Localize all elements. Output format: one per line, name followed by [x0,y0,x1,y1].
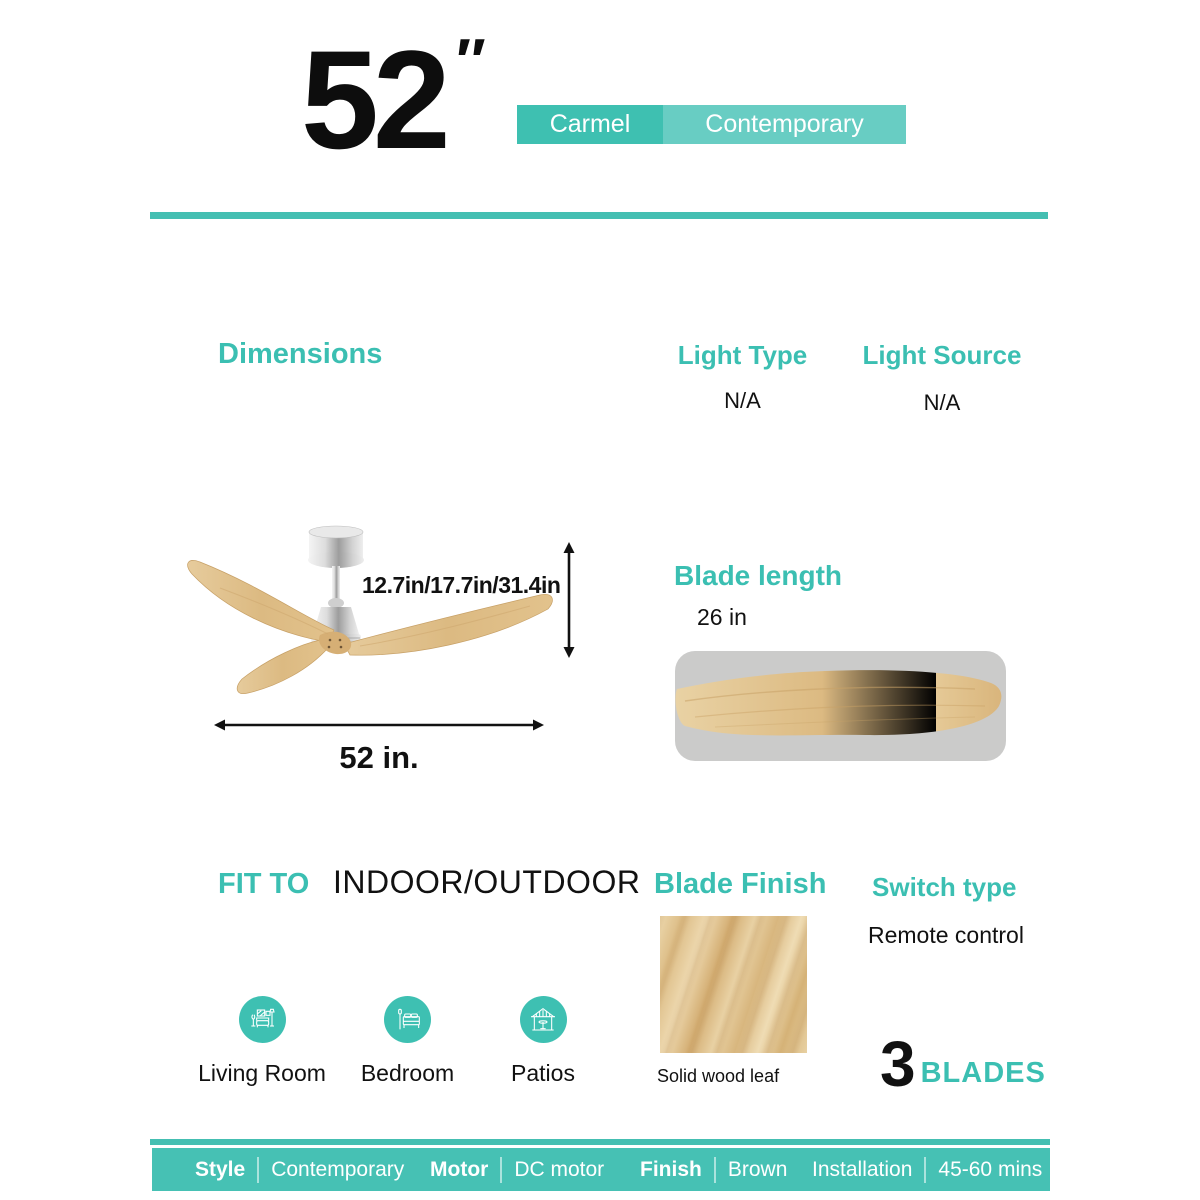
room-label: Patios [511,1060,575,1086]
footer-spec-bar [152,1148,1050,1191]
fan-width-label: 52 in. [339,740,419,775]
spec-motor [430,1148,604,1191]
blade-length-value: 26 in [697,604,747,630]
living-room-icon [239,996,286,1043]
fan-blade-bottom [237,640,328,694]
fan-size-heading [301,21,483,178]
spec-divider [714,1157,716,1183]
blade-finish-title: Blade Finish [654,868,827,900]
spec-installation [812,1148,1042,1191]
spec-label: Motor [430,1157,489,1181]
switch-type-title: Switch type [872,872,1017,902]
blade-length-title: Blade length [674,560,843,591]
product-name: Carmel [549,110,631,138]
spec-label: Finish [640,1157,702,1181]
spec-divider [500,1157,502,1183]
light-type-title: Light Type [677,340,808,370]
fan-downrod [332,566,340,602]
spec-divider [924,1157,926,1183]
room-living-room [187,996,337,1087]
patio-icon [520,996,567,1043]
wood-finish-swatch [660,916,807,1053]
spec-value: 45-60 mins [938,1157,1043,1181]
room-label: Living Room [198,1060,326,1086]
blade-image [675,651,1006,761]
spec-label: Style [195,1157,246,1181]
fan-blade-right [344,594,552,655]
fit-to-label: FIT TO [218,868,310,900]
dimensions-title: Dimensions [218,338,383,370]
room-patios [480,996,606,1087]
light-source-title: Light Source [862,340,1022,370]
spec-value: DC motor [514,1157,605,1181]
fit-to-value: INDOOR/OUTDOOR [333,864,641,900]
light-type-value: N/A [724,388,761,413]
spec-label: Installation [812,1157,913,1181]
width-dimension-arrow [214,716,544,734]
spec-finish [640,1148,787,1191]
blades-count-group [880,1028,1046,1100]
ceiling-fan-image [160,518,580,733]
blade-length-figure [675,651,1006,761]
light-source-value: N/A [923,390,961,415]
spec-divider [257,1157,259,1183]
room-bedroom [340,996,475,1087]
fan-blade-left [188,560,334,642]
badge-name-segment [517,105,663,144]
product-style: Contemporary [705,110,864,138]
inch-mark: ″ [452,27,483,96]
fan-size-number: 52 [301,21,445,178]
product-badge [517,105,906,144]
footer-accent-line [150,1139,1050,1145]
spec-value: Brown [727,1157,788,1181]
switch-type-value: Remote control [868,922,1024,948]
spec-value: Contemporary [271,1157,405,1181]
header-divider [150,212,1048,219]
room-label: Bedroom [360,1060,455,1086]
blade-finish-caption: Solid wood leaf [657,1066,780,1086]
bedroom-icon [384,996,431,1043]
height-dimension-arrow [560,542,578,658]
badge-style-segment [663,105,906,144]
blades-count: 3 [880,1028,916,1100]
blades-label: BLADES [920,1057,1046,1089]
drop-height-label: 12.7in/17.7in/31.4in [362,572,561,598]
spec-style [195,1148,404,1191]
